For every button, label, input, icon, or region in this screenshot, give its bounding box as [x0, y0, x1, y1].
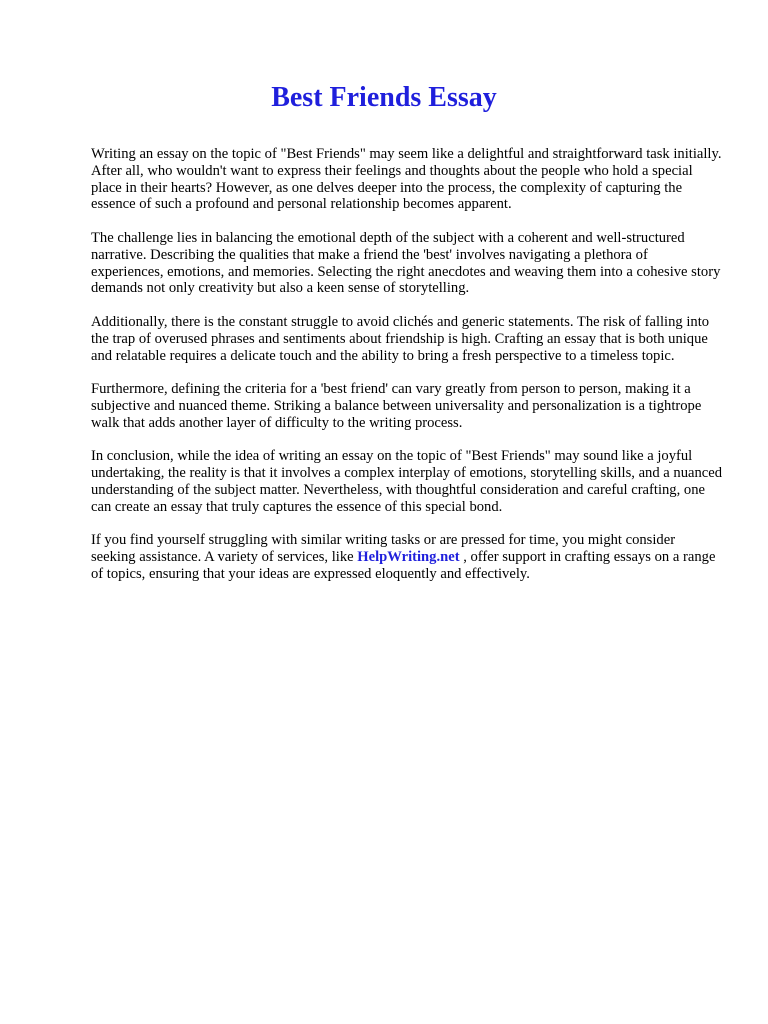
paragraph-criteria: Furthermore, defining the criteria for a 'best friend' can vary greatly from person to person, making it a subjective and nuanced theme. Striking a balance between universality and personalization is a tightrope walk that adds another layer of difficulty to the writing process. [91, 381, 702, 431]
paragraph-cliches: Additionally, there is the constant struggle to avoid clichés and generic statements. The risk of falling into the trap of overused phrases and sentiments about friendship is high. Crafting an essay that is both unique and relatable requires a delicate touch and the ability to bring a fresh perspective to a timeless topic. [91, 313, 710, 364]
paragraph-intro: Writing an essay on the topic of "Best Friends" may seem like a delightful and straightforward task initially. After all, who wouldn't want to express their feelings and thoughts about the people who hold a special place in their hearts? However, as one delves deeper into the process, the complexity of capturing the essence of such a profound and personal relationship becomes apparent. [91, 146, 722, 213]
helpwriting-link[interactable]: HelpWriting.net [357, 549, 460, 566]
assistance-text-after: , offer support in crafting essays on a range of topics, ensuring that your ideas are expressed eloquently and effectively. [91, 549, 716, 582]
essay-body [91, 146, 723, 600]
paragraph-conclusion: In conclusion, while the idea of writing an essay on the topic of "Best Friends" may sound like a joyful undertaking, the reality is that it involves a complex interplay of emotions, storytelling skills, and a nuanced understanding of the subject matter. Nevertheless, with thoughtful consideration and careful crafting, one can create an essay that truly captures the essence of this special bond. [91, 448, 723, 515]
document-title: Best Friends Essay [271, 82, 497, 113]
paragraph-challenge: The challenge lies in balancing the emotional depth of the subject with a coherent and well-structured narrative. Describing the qualities that make a friend the 'best' involves navigating a plethora of experiences, emotions, and memories. Selecting the right anecdotes and weaving them into a cohesive story demands not only creativity but also a keen sense of storytelling. [91, 229, 721, 297]
assistance-text-before: If you find yourself struggling with similar writing tasks or are pressed for time, you might consider seeking assistance. A variety of services, like [91, 532, 676, 566]
paragraph-assistance [91, 532, 723, 582]
